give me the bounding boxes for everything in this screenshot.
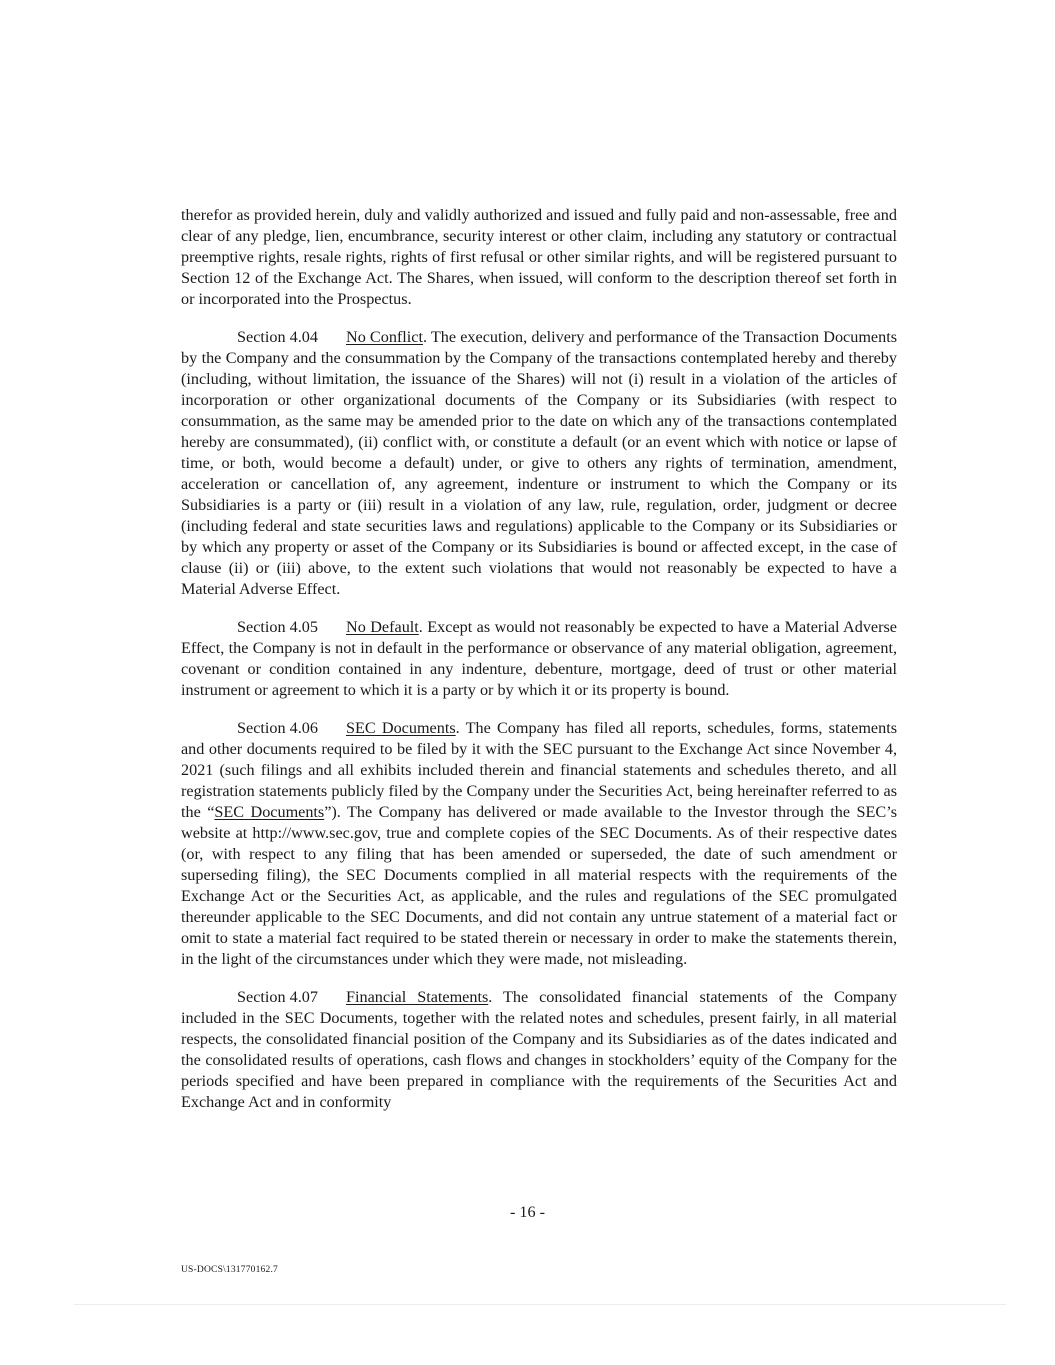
section-4-05-paragraph (181, 617, 897, 701)
section-number: Section 4.05 (237, 618, 318, 636)
section-text-after-term: ”). The Company has delivered or made available to the Investor through the SEC’s website at http://www.sec.gov, true and complete copies of the SEC Documents. As of their respective dates (or, with respect to any filing that has been amended or superseded, the date of such amendment or superseding filing), the SEC Documents complied in all material respects with the requirements of the Exchange Act or the Securities Act, as applicable, and the rules and regulations of the SEC promulgated thereunder applicable to the SEC Documents, and did not contain any untrue statement of a material fact or omit to state a material fact required to be stated therein or necessary in order to make the statements therein, in the light of the circumstances under which they were made, not misleading. (181, 803, 897, 968)
section-number: Section 4.04 (237, 328, 318, 346)
section-text: . The consolidated financial statements of the Company included in the SEC Documents, together with the related notes and schedules, present fairly, in all material respects, the consolidated financial position of the Company and its Subsidiaries as of the dates indicated and the consolidated results of operations, cash flows and changes in stockholders’ equity of the Company for the periods specified and have been prepared in compliance with the requirements of the Securities Act and Exchange Act and in conformity (181, 988, 897, 1111)
page-number: - 16 - (509, 1203, 546, 1221)
section-number: Section 4.06 (237, 719, 318, 737)
section-heading: No Conflict (346, 328, 423, 346)
page-bottom-divider (74, 1304, 1006, 1305)
section-heading: Financial Statements (346, 988, 489, 1006)
section-text: . Except as would not reasonably be expected to have a Material Adverse Effect, the Company is not in default in the performance or observance of any material obligation, agreement, covenant or condition contained in any indenture, debenture, mortgage, deed of trust or other material instrument or agreement to which it is a party or by which it or its property is bound. (181, 618, 897, 699)
defined-term: SEC Documents (214, 803, 325, 821)
section-4-04-paragraph (181, 327, 897, 600)
section-4-06-paragraph (181, 718, 897, 970)
document-body (181, 205, 897, 1130)
section-heading: SEC Documents (346, 719, 456, 737)
section-text-before-term: . The Company has filed all reports, schedules, forms, statements and other documents required to be filed by it with the SEC pursuant to the Exchange Act since November 4, 2021 (such filings and all exhibits included therein and financial statements and schedules thereto, and all registration statements publicly filed by the Company under the Securities Act, being hereinafter referred to as the “ (181, 719, 897, 821)
section-4-07-paragraph (181, 987, 897, 1113)
section-heading: No Default (346, 618, 419, 636)
section-number: Section 4.07 (237, 988, 318, 1006)
section-text: . The execution, delivery and performance of the Transaction Documents by the Company and the consummation by the Company of the transactions contemplated hereby and thereby (including, without limitation, the issuance of the Shares) will not (i) result in a violation of the articles of incorporation or other organizational documents of the Company or its Subsidiaries (with respect to consummation, as the same may be amended prior to the date on which any of the transactions contemplated hereby are consummated), (ii) conflict with, or constitute a default (or an event which with notice or lapse of time, or both, would become a default) under, or give to others any rights of termination, amendment, acceleration or cancellation of, any agreement, indenture or instrument to which the Company or its Subsidiaries is a party or (iii) result in a violation of any law, rule, regulation, order, judgment or decree (including federal and state securities laws and regulations) applicable to the Company or its Subsidiaries or by which any property or asset of the Company or its Subsidiaries is bound or affected except, in the case of clause (ii) or (iii) above, to the extent such violations that would not reasonably be expected to have a Material Adverse Effect. (181, 328, 897, 598)
document-id: US-DOCS\131770162.7 (181, 1265, 278, 1275)
continuation-paragraph: therefor as provided herein, duly and validly authorized and issued and fully paid and non-assessable, free and clear of any pledge, lien, encumbrance, security interest or other claim, including any statutory or contractual preemptive rights, resale rights, rights of first refusal or other similar rights, and will be registered pursuant to Section 12 of the Exchange Act. The Shares, when issued, will conform to the description thereof set forth in or incorporated into the Prospectus. (181, 206, 897, 308)
